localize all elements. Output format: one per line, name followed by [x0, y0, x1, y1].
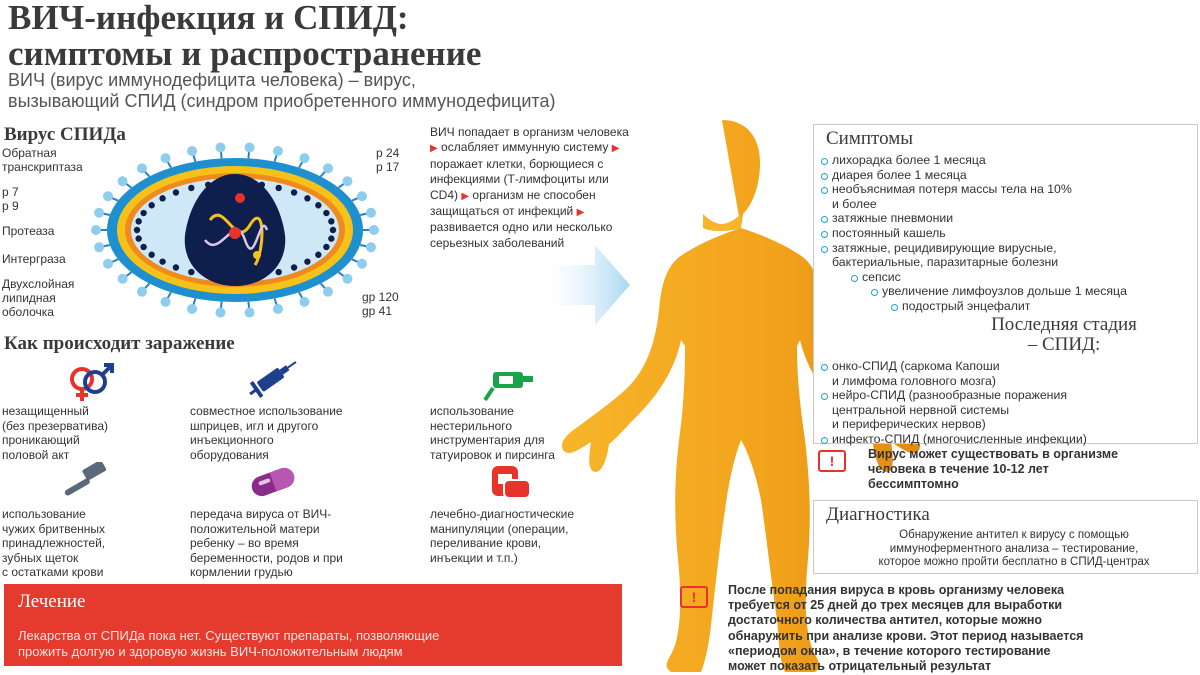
page-title: [8, 0, 828, 72]
matrix-protein-dot: [159, 195, 165, 201]
glycoprotein-spike-head: [137, 287, 147, 297]
list-item: и периферических нервов): [832, 417, 986, 432]
flow-arrow-icon: ▶: [461, 190, 470, 202]
list-item: постоянный кашель: [820, 226, 1195, 241]
matrix-protein-dot: [315, 252, 321, 258]
treatment-text: [18, 628, 439, 660]
list-item: и более: [832, 196, 877, 211]
blood-bag-icon: [484, 462, 540, 502]
infection-route-text: [2, 507, 105, 580]
list-item: инфекто-СПИД (многочисленные инфекции): [820, 432, 1195, 447]
flow-arrow-graphic: [535, 245, 630, 325]
list-item: увеличение лимфоузлов дольше 1 месяца: [870, 284, 1195, 299]
subtitle-line: вызывающий СПИД (синдром приобретенного иммунодефицита): [8, 91, 556, 111]
glycoprotein-spike-head: [94, 208, 104, 218]
list-item: затяжные, рецидивирующие вирусные,: [820, 241, 1195, 256]
last-stage-heading: [934, 315, 1194, 355]
warning-line: После попадания вируса в кровь организму человека: [728, 583, 1065, 597]
glycoprotein-spike-head: [187, 304, 197, 314]
infection-route-text: [430, 404, 555, 462]
route-line: принадлежностей,: [2, 536, 106, 550]
matrix-protein-dot: [328, 218, 334, 224]
glycoprotein-spike-head: [103, 259, 113, 269]
symptoms-panel: [813, 124, 1198, 444]
treatment-panel: [4, 584, 622, 666]
matrix-protein-dot: [188, 269, 194, 275]
glycoprotein-spike-head: [357, 259, 367, 269]
list-item: онко-СПИД (саркома Капоши: [820, 359, 1195, 374]
flow-arrow-icon: ▶: [576, 207, 585, 219]
infection-route-text: [430, 507, 574, 565]
reverse-transcriptase-enzyme: [235, 193, 245, 203]
heading-line: – СПИД:: [1027, 334, 1101, 355]
route-line: незащищенный: [2, 404, 89, 418]
glycoprotein-spike-head: [245, 308, 255, 318]
warning-line: может показать отрицательный результат: [728, 659, 992, 674]
matrix-protein-dot: [173, 189, 179, 195]
matrix-protein-dot: [134, 227, 140, 233]
label-line: транскриптаза: [2, 160, 83, 174]
infection-route-text: [190, 507, 343, 580]
title-line: симптомы и распространение: [8, 34, 482, 73]
route-line: переливание крови,: [430, 536, 542, 550]
list-item: бактериальные, паразитарные болезни: [832, 255, 1059, 270]
glycoprotein-spike-head: [273, 146, 283, 156]
flow-step: поражает клетки, борющиеся с инфекциями (Т-лимфоциты или CD4): [430, 156, 609, 202]
glycoprotein-spike-head: [137, 163, 147, 173]
tattoo-machine-icon: [483, 362, 539, 402]
infection-route-text: [2, 404, 108, 462]
glycoprotein-spike-head: [215, 308, 225, 318]
diagnostics-line: иммуноферментного анализа – тестирование,: [889, 542, 1139, 555]
flow-step: ослабляет иммунную систему: [441, 140, 609, 155]
label-line: p 17: [376, 160, 400, 174]
label-reverse-transcriptase: [2, 146, 83, 174]
label-line: gp 41: [362, 304, 393, 318]
route-line: проникающий: [2, 433, 80, 447]
list-item: подострый энцефалит: [890, 299, 1195, 314]
route-line: чужих бритвенных: [2, 521, 105, 536]
route-line: оборудования: [190, 447, 269, 462]
subtitle-line: ВИЧ (вирус иммунодефицита человека) – вирус,: [8, 70, 416, 90]
route-line: положительной матери: [190, 521, 320, 536]
warning-window-period-text: [728, 583, 1083, 674]
matrix-protein-dot: [330, 227, 336, 233]
symptoms-heading: Симптомы: [826, 128, 914, 149]
label-p24-p17: [376, 146, 399, 174]
matrix-protein-dot: [323, 210, 329, 216]
flow-arrow-icon: ▶: [430, 143, 438, 155]
matrix-protein-dot: [275, 185, 281, 191]
list-item: центральной нервной системы: [832, 402, 1010, 417]
glycoprotein-spike-head: [300, 297, 310, 307]
glycoprotein-spike-head: [161, 297, 171, 307]
route-line: передача вируса от ВИЧ-: [190, 507, 332, 521]
warning-line: достаточного количества антител, которые можно: [728, 613, 1043, 628]
label-gp120-gp41: [362, 290, 399, 318]
list-item: затяжные пневмонии: [820, 211, 1195, 226]
label-line: Обратная: [2, 146, 57, 160]
label-line: p 9: [2, 199, 19, 213]
route-line: лечебно-диагностические: [430, 507, 575, 521]
list-item: сепсис: [850, 270, 1195, 285]
glycoprotein-spike-head: [366, 208, 376, 218]
hiv-virus-diagram: [85, 140, 385, 320]
matrix-protein-dot: [135, 218, 141, 224]
warning-line: требуется от 25 дней до трех месяцев для выработки: [728, 598, 1063, 613]
glycoprotein-spike-head: [94, 242, 104, 252]
matrix-protein-dot: [140, 244, 146, 250]
route-line: манипуляции (операции,: [430, 521, 569, 536]
route-line: использование: [2, 507, 86, 521]
list-item: и лимфома головного мозга): [832, 373, 996, 388]
route-line: зубных щеток: [2, 550, 79, 565]
glycoprotein-spike-head: [369, 225, 379, 235]
flow-step: развивается одно или несколько серьезных заболеваний: [430, 220, 613, 250]
list-item: диарея более 1 месяца: [820, 168, 1195, 183]
matrix-protein-dot: [173, 264, 179, 270]
treatment-line: прожить долгую и здоровую жизнь ВИЧ-положительным людям: [18, 644, 403, 659]
glycoprotein-spike-head: [366, 242, 376, 252]
treatment-heading: Лечение: [18, 591, 86, 612]
route-line: нестерильного: [430, 418, 513, 433]
route-line: инъекции и т.п.): [430, 550, 518, 565]
glycoprotein-spike-head: [118, 176, 128, 186]
route-line: совместное использование: [190, 404, 343, 418]
glycoprotein-spike-head: [323, 163, 333, 173]
route-line: татуировок и пирсинга: [430, 447, 555, 462]
glycoprotein-spike-head: [215, 142, 225, 152]
warning-line: «периодом окна», в течение которого тестирование: [728, 643, 1051, 658]
label-line: оболочка: [2, 305, 54, 319]
route-line: инъекционного: [190, 433, 274, 447]
glycoprotein-spike-head: [300, 153, 310, 163]
diagnostics-line: которое можно пройти бесплатно в СПИД-центрах: [878, 556, 1150, 568]
body-neck: [703, 214, 741, 231]
route-line: ребенку – во время: [190, 536, 299, 550]
label-lipid-envelope: [2, 277, 74, 319]
list-item: лихорадка более 1 месяца: [820, 153, 1195, 168]
matrix-protein-dot: [188, 185, 194, 191]
label-protease: Протеаза: [2, 224, 55, 238]
matrix-protein-dot: [135, 235, 141, 241]
warning-line: бессимптомно: [868, 477, 959, 492]
protease-enzyme: [253, 251, 261, 259]
matrix-protein-dot: [140, 210, 146, 216]
syringe-icon: [245, 358, 301, 398]
glycoprotein-spike-head: [161, 153, 171, 163]
matrix-protein-dot: [291, 189, 297, 195]
diagnostics-text: [834, 529, 1194, 570]
label-line: липидная: [2, 291, 56, 305]
warning-icon: !: [680, 586, 708, 608]
glycoprotein-spike-head: [357, 191, 367, 201]
flow-step: ВИЧ попадает в организм человека: [430, 125, 629, 139]
diagnostics-heading: Диагностика: [826, 504, 930, 525]
route-line: инструментария для: [430, 433, 545, 447]
label-line: gp 120: [362, 290, 399, 304]
matrix-protein-dot: [159, 258, 165, 264]
flow-step: организм не способен защищаться от инфекций: [430, 187, 596, 219]
heading-line: Последняя стадия: [991, 314, 1137, 335]
glycoprotein-spike-head: [118, 274, 128, 284]
infection-heading: Как происходит заражение: [4, 333, 235, 354]
gender-symbols-icon: [62, 362, 118, 402]
label-line: p 24: [376, 146, 400, 160]
warning-latency-text: [868, 447, 1118, 493]
glycoprotein-spike-head: [342, 176, 352, 186]
last-stage-list: [820, 359, 1195, 447]
matrix-protein-dot: [148, 252, 154, 258]
matrix-protein-dot: [323, 244, 329, 250]
virus-heading: Вирус СПИДа: [4, 124, 126, 145]
route-line: с остатками крови: [2, 565, 104, 579]
matrix-protein-dot: [291, 264, 297, 270]
diagnostics-panel: [813, 500, 1198, 574]
warning-line: человека в течение 10-12 лет: [868, 462, 1049, 477]
route-line: использование: [430, 404, 514, 418]
matrix-protein-dot: [328, 235, 334, 241]
matrix-protein-dot: [315, 202, 321, 208]
list-item: необъяснимая потеря массы тела на 10%: [820, 182, 1195, 197]
route-line: беременности, родов и при: [190, 550, 343, 565]
glycoprotein-spike-head: [342, 274, 352, 284]
label-line: Двухслойная: [2, 277, 75, 291]
glycoprotein-spike-head: [103, 191, 113, 201]
diagnostics-line: Обнаружение антител к вирусу с помощью: [899, 529, 1129, 541]
warning-line: Вирус может существовать в организме: [868, 447, 1119, 461]
title-line: ВИЧ-инфекция и СПИД:: [8, 0, 409, 37]
matrix-protein-dot: [148, 202, 154, 208]
glycoprotein-spike-head: [91, 225, 101, 235]
capsule-icon: [245, 462, 301, 502]
route-line: кормлении грудью: [190, 565, 293, 579]
label-p7-p9: [2, 185, 19, 213]
route-line: шприцев, игл и другого: [190, 418, 319, 433]
route-line: половой акт: [2, 447, 70, 462]
glycoprotein-spike-head: [323, 287, 333, 297]
glycoprotein-spike-head: [245, 142, 255, 152]
page-subtitle: [8, 70, 908, 112]
warning-icon: !: [818, 450, 846, 472]
symptoms-list: [820, 153, 1195, 314]
razor-icon: [58, 462, 114, 502]
flow-arrow-icon: ▶: [611, 143, 620, 155]
infection-route-text: [190, 404, 343, 462]
matrix-protein-dot: [275, 269, 281, 275]
warning-line: обнаружить при анализе крови. Этот период называется: [728, 628, 1084, 643]
list-item: нейро-СПИД (разнообразные поражения: [820, 388, 1195, 403]
label-line: p 7: [2, 185, 19, 199]
matrix-protein-dot: [304, 258, 310, 264]
glycoprotein-spike-head: [273, 304, 283, 314]
route-line: (без презерватива): [2, 418, 109, 433]
treatment-line: Лекарства от СПИДа пока нет. Существуют препараты, позволяющие: [18, 628, 440, 643]
label-integrase: Интерграза: [2, 252, 66, 266]
integrase-enzyme: [229, 227, 241, 239]
matrix-protein-dot: [304, 195, 310, 201]
glycoprotein-spike-head: [187, 146, 197, 156]
